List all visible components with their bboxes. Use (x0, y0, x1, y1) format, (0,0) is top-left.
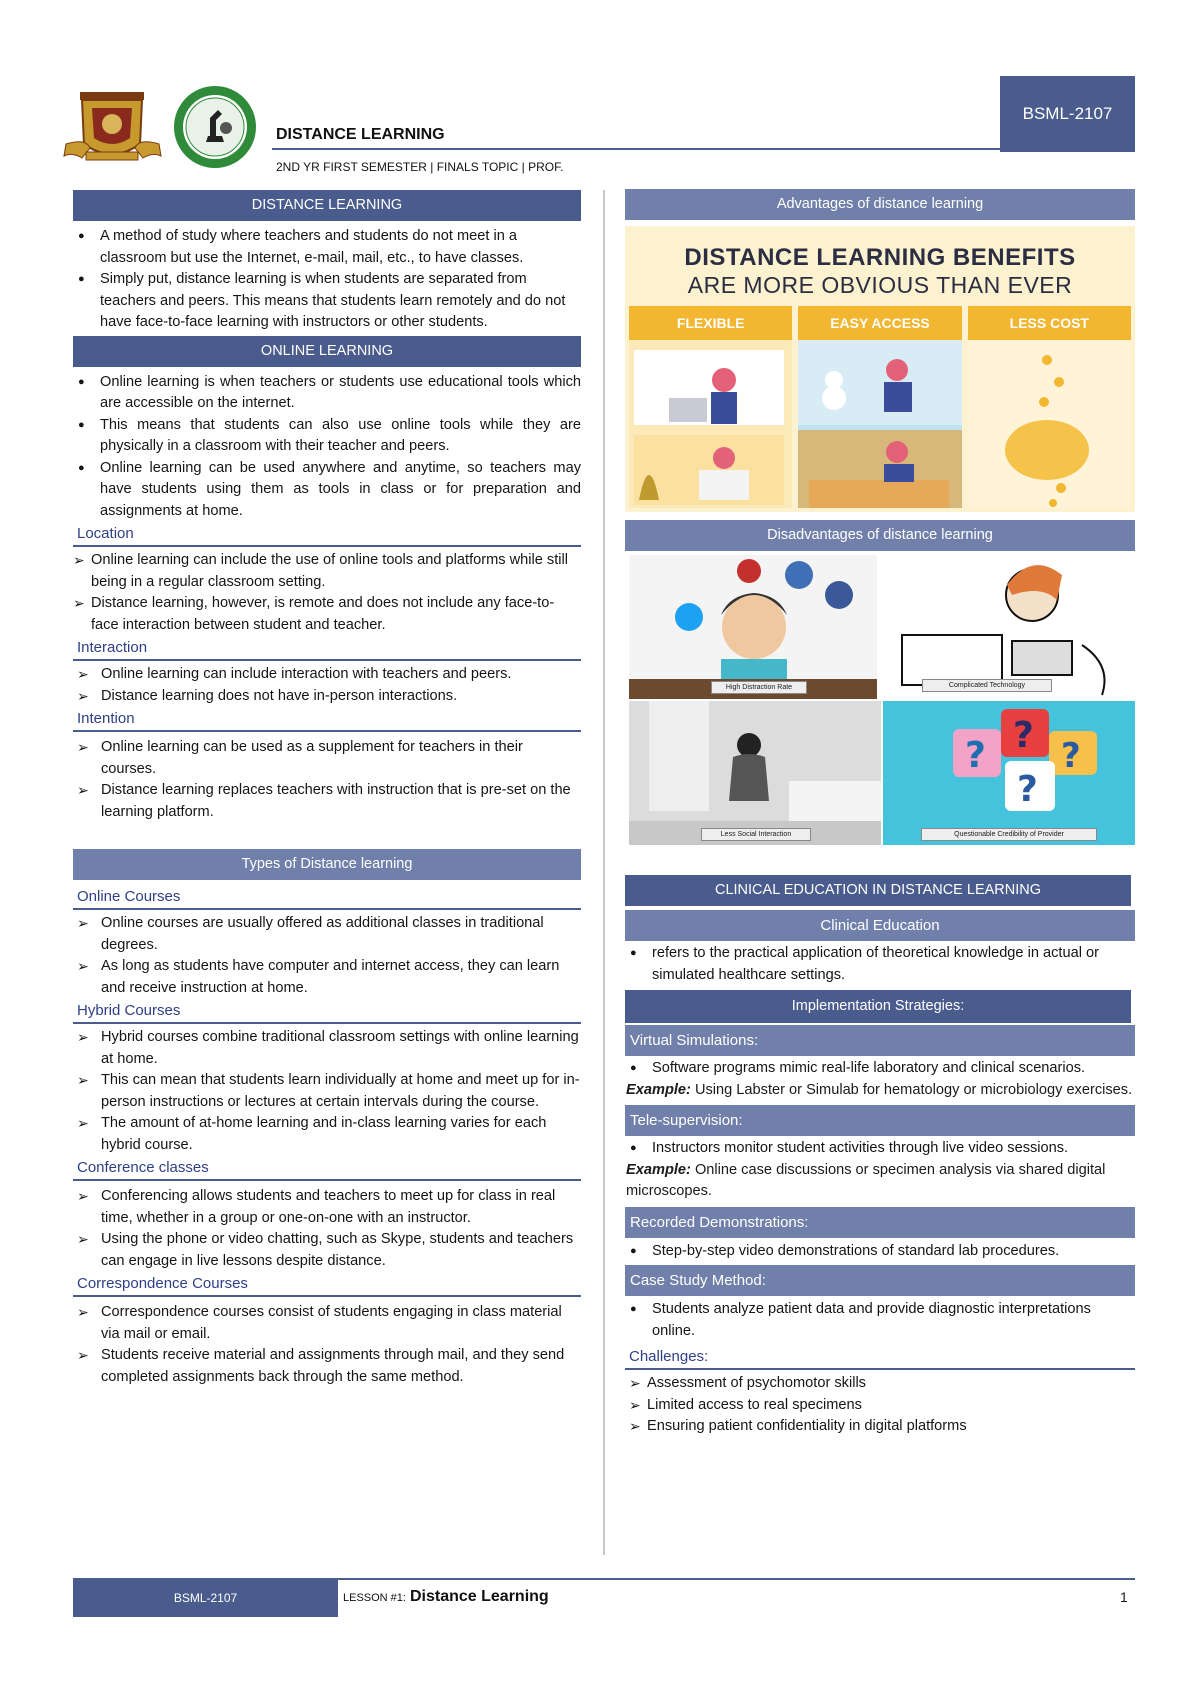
list-item: ➢ Distance learning does not have in-person interactions. (73, 686, 581, 708)
distance-learning-list (73, 226, 581, 334)
section-header-disadvantages: Disadvantages of distance learning (625, 520, 1135, 551)
svg-text:?: ? (1013, 715, 1034, 756)
subheading-rule (73, 908, 581, 910)
clinical-education-label: Clinical Education (625, 910, 1135, 941)
virtual-simulations-list (625, 1058, 1135, 1080)
subheading-interaction: Interaction (77, 639, 148, 656)
column-divider (603, 190, 605, 1555)
technology-image (882, 555, 1135, 699)
document-subtitle: 2ND YR FIRST SEMESTER | FINALS TOPIC | PROF. (276, 160, 564, 174)
title-divider (272, 148, 1001, 150)
list-item: ● Simply put, distance learning is when students are separated from teachers and peers. This means that students learn remotely and do not have face-to-face learning with instructors or other students. (73, 269, 581, 334)
list-item: ● Online learning can be used anywhere and anytime, so teachers may have students using them as tools in class or for preparation and assignments at home. (73, 458, 581, 523)
tele-supervision-list (625, 1138, 1135, 1160)
caption-technology: Complicated Technology (922, 679, 1052, 692)
location-list (73, 550, 581, 636)
advantages-poster (625, 226, 1135, 512)
footer-lesson-prefix: LESSON #1: (343, 1592, 406, 1604)
social-interaction-image (629, 701, 881, 845)
example-text: Online case discussions or specimen analysis via shared digital microscopes. (626, 1161, 1106, 1199)
list-item: ➢ Conferencing allows students and teachers to meet up for class in real time, whether in a group or one-on-one with an instructor. (73, 1186, 581, 1229)
example-text: Using Labster or Simulab for hematology or microbiology exercises. (690, 1081, 1133, 1098)
clinical-education-list (625, 943, 1135, 986)
challenges-list (625, 1373, 1135, 1438)
footer-lesson (343, 1588, 549, 1606)
challenges-label: Challenges: (629, 1348, 709, 1365)
poster-column-headers (629, 306, 1131, 340)
svg-text:?: ? (1061, 736, 1081, 776)
list-item: ➢ Online courses are usually offered as additional classes in traditional degrees. (73, 913, 581, 956)
subheading-rule (73, 730, 581, 732)
list-item: ➢ Distance learning, however, is remote and does not include any face-to-face interaction between student and teacher. (73, 593, 581, 636)
distraction-image (629, 555, 877, 699)
list-item: ● Step-by-step video demonstrations of standard lab procedures. (625, 1241, 1135, 1263)
list-item: ➢ Online learning can be used as a supplement for teachers in their courses. (73, 737, 581, 780)
disadvantages-collage (625, 555, 1135, 845)
credibility-image (883, 701, 1135, 845)
department-seal-logo (172, 84, 258, 170)
list-item: ● This means that students can also use online tools while they are physically in a classroom with their teacher and peers. (73, 415, 581, 458)
poster-column-flexible: FLEXIBLE (629, 306, 792, 340)
recorded-demonstrations-label: Recorded Demonstrations: (625, 1207, 1135, 1238)
section-header-distance-learning: DISTANCE LEARNING (73, 190, 581, 221)
correspondence-courses-list (73, 1302, 581, 1388)
conference-classes-list (73, 1186, 581, 1272)
list-item: ➢ Limited access to real specimens (625, 1395, 1135, 1417)
document-title: DISTANCE LEARNING (276, 126, 445, 143)
poster-column-less-cost: LESS COST (968, 306, 1131, 340)
svg-text:?: ? (1017, 769, 1038, 810)
page-number: 1 (1120, 1589, 1128, 1605)
section-header-clinical-education: CLINICAL EDUCATION IN DISTANCE LEARNING (625, 875, 1131, 906)
tele-supervision-label: Tele-supervision: (625, 1105, 1135, 1136)
svg-text:?: ? (965, 735, 986, 776)
subheading-rule (73, 1022, 581, 1024)
footer-divider (338, 1578, 1135, 1580)
list-item: ● Students analyze patient data and provide diagnostic interpretations online. (625, 1299, 1135, 1342)
list-item: ● refers to the practical application of theoretical knowledge in actual or simulated healthcare settings. (625, 943, 1135, 986)
list-item: ➢ Hybrid courses combine traditional classroom settings with online learning at home. (73, 1027, 581, 1070)
list-item: ➢ Online learning can include interaction with teachers and peers. (73, 664, 581, 686)
poster-column-easy-access: EASY ACCESS (798, 306, 961, 340)
footer-lesson-title: Distance Learning (409, 1588, 549, 1605)
course-code-badge: BSML-2107 (1000, 76, 1135, 152)
list-item: ➢ Assessment of psychomotor skills (625, 1373, 1135, 1395)
section-header-online-learning: ONLINE LEARNING (73, 336, 581, 367)
section-header-advantages: Advantages of distance learning (625, 189, 1135, 220)
subheading-intention: Intention (77, 710, 135, 727)
list-item: ➢ Students receive material and assignments through mail, and they send completed assignments back through the same method. (73, 1345, 581, 1388)
right-column (625, 189, 1135, 1438)
subheading-hybrid-courses: Hybrid Courses (77, 1002, 181, 1019)
list-item: ➢ Distance learning replaces teachers with instruction that is pre-set on the learning platform. (73, 780, 581, 823)
list-item: ● Instructors monitor student activities through live video sessions. (625, 1138, 1135, 1160)
list-item: ➢ As long as students have computer and internet access, they can learn and receive instruction at home. (73, 956, 581, 999)
subheading-location: Location (77, 525, 134, 542)
recorded-demonstrations-list (625, 1241, 1135, 1263)
caption-social: Less Social Interaction (701, 828, 811, 841)
list-item: ➢ This can mean that students learn individually at home and meet up for in-person instructions or lectures at certain intervals during the course. (73, 1070, 581, 1113)
subheading-online-courses: Online Courses (77, 888, 181, 905)
left-column (73, 190, 581, 1388)
footer-course-code: BSML-2107 (73, 1578, 338, 1617)
university-seal-logo (60, 86, 165, 168)
caption-distraction: High Distraction Rate (711, 681, 807, 694)
intention-list (73, 737, 581, 823)
subheading-rule (73, 545, 581, 547)
tele-supervision-example (625, 1160, 1135, 1203)
list-item: ➢ Online learning can include the use of online tools and platforms while still being in a regular classroom setting. (73, 550, 581, 593)
list-item: ● Online learning is when teachers or students use educational tools which are accessible on the internet. (73, 372, 581, 415)
case-study-list (625, 1299, 1135, 1342)
online-learning-list (73, 372, 581, 523)
poster-illustrations (629, 340, 1131, 508)
list-item: ● A method of study where teachers and students do not meet in a classroom but use the Internet, e-mail, mail, etc., to have classes. (73, 226, 581, 269)
subheading-rule (73, 659, 581, 661)
poster-subtitle: ARE MORE OBVIOUS THAN EVER (687, 272, 1073, 298)
interaction-list (73, 664, 581, 707)
case-study-label: Case Study Method: (625, 1265, 1135, 1296)
list-item: ➢ Using the phone or video chatting, such as Skype, students and teachers can engage in live lessons despite distance. (73, 1229, 581, 1272)
example-label: Example: (626, 1081, 691, 1098)
online-courses-list (73, 913, 581, 999)
caption-credibility: Questionable Credibility of Provider (921, 828, 1097, 841)
subheading-conference-classes: Conference classes (77, 1159, 209, 1176)
example-label: Example: (626, 1161, 691, 1178)
section-header-types: Types of Distance learning (73, 849, 581, 880)
subheading-rule (73, 1295, 581, 1297)
virtual-simulations-label: Virtual Simulations: (625, 1025, 1135, 1056)
list-item: ➢ The amount of at-home learning and in-class learning varies for each hybrid course. (73, 1113, 581, 1156)
subheading-correspondence-courses: Correspondence Courses (77, 1275, 248, 1292)
list-item: ➢ Ensuring patient confidentiality in digital platforms (625, 1416, 1135, 1438)
implementation-strategies-header: Implementation Strategies: (625, 990, 1131, 1023)
hybrid-courses-list (73, 1027, 581, 1156)
list-item: ➢ Correspondence courses consist of students engaging in class material via mail or email. (73, 1302, 581, 1345)
list-item: ● Software programs mimic real-life laboratory and clinical scenarios. (625, 1058, 1135, 1080)
subheading-rule (73, 1179, 581, 1181)
subheading-rule (625, 1368, 1135, 1370)
poster-title: DISTANCE LEARNING BENEFITS (684, 244, 1076, 271)
virtual-simulations-example (625, 1080, 1135, 1102)
